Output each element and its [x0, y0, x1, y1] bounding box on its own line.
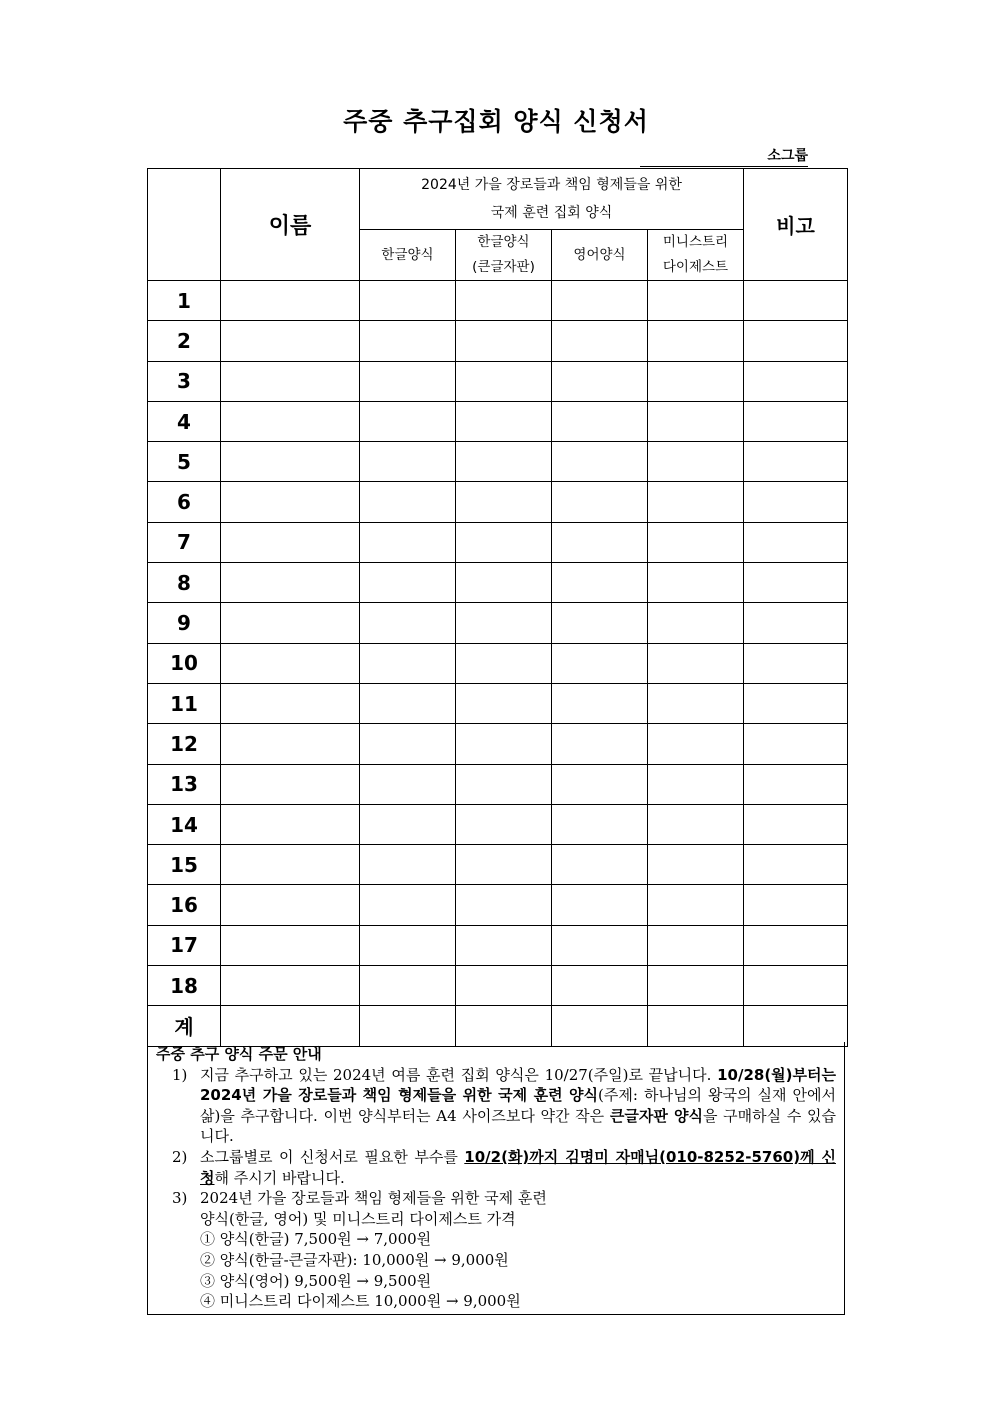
note-cell[interactable]: [744, 401, 848, 441]
row-number: 12: [148, 724, 221, 764]
note-cell[interactable]: [744, 643, 848, 683]
english-form-cell[interactable]: [552, 925, 648, 965]
row-number: 1: [148, 281, 221, 321]
table-row: [148, 563, 848, 603]
notice-item-1-emphasis-a: 10/28(월)부터는 2024년 가을 장로들과 책임 형제들을 위한 국제 훈련 양식: [200, 1065, 836, 1105]
sub-header-korean-line1: 한글양식: [381, 246, 434, 263]
price-item-1: ① 양식(한글) 7,500원 → 7,000원: [200, 1230, 432, 1249]
korean-form-cell[interactable]: [360, 401, 456, 441]
small-group-label: 소그룹: [640, 145, 808, 167]
ministry-digest-cell[interactable]: [648, 643, 744, 683]
name-cell[interactable]: [221, 966, 360, 1006]
korean-form-cell[interactable]: [360, 925, 456, 965]
english-form-cell[interactable]: [552, 482, 648, 522]
notice-item-1-emphasis-b: 큰글자판 양식: [609, 1106, 703, 1125]
sub-header-korean-large: [456, 230, 552, 281]
row-number: 4: [148, 401, 221, 441]
english-form-cell[interactable]: [552, 361, 648, 401]
korean-form-cell[interactable]: [360, 1006, 456, 1046]
note-cell[interactable]: [744, 281, 848, 321]
row-number: 17: [148, 925, 221, 965]
notice-item-1-text-a: 지금 추구하고 있는 2024년 여름 훈련 집회 양식은 10/27(주일)로 끝납니다.: [200, 1065, 718, 1084]
table-row: [148, 321, 848, 361]
korean-form-cell[interactable]: [360, 804, 456, 844]
table-row: [148, 804, 848, 844]
korean-large-form-cell[interactable]: [456, 845, 552, 885]
row-number: 5: [148, 442, 221, 482]
name-cell[interactable]: [221, 401, 360, 441]
ministry-digest-cell[interactable]: [648, 925, 744, 965]
note-cell[interactable]: [744, 522, 848, 562]
korean-large-form-cell[interactable]: [456, 281, 552, 321]
korean-form-cell[interactable]: [360, 845, 456, 885]
korean-large-form-cell[interactable]: [456, 764, 552, 804]
korean-large-form-cell[interactable]: [456, 603, 552, 643]
table-row: [148, 603, 848, 643]
row-number: 11: [148, 683, 221, 723]
korean-form-cell[interactable]: [360, 522, 456, 562]
note-cell[interactable]: [744, 885, 848, 925]
english-form-cell[interactable]: [552, 845, 648, 885]
korean-large-form-cell[interactable]: [456, 683, 552, 723]
korean-form-cell[interactable]: [360, 724, 456, 764]
korean-large-form-cell[interactable]: [456, 966, 552, 1006]
note-cell[interactable]: [744, 1006, 848, 1046]
row-number: 18: [148, 966, 221, 1006]
korean-form-cell[interactable]: [360, 885, 456, 925]
table-row: [148, 1006, 848, 1046]
ministry-digest-cell[interactable]: [648, 966, 744, 1006]
english-form-cell[interactable]: [552, 321, 648, 361]
korean-large-form-cell[interactable]: [456, 321, 552, 361]
korean-large-form-cell[interactable]: [456, 1006, 552, 1046]
name-cell[interactable]: [221, 643, 360, 683]
korean-large-form-cell[interactable]: [456, 401, 552, 441]
table-row: [148, 966, 848, 1006]
training-group-header-line1: 2024년 가을 장로들과 책임 형제들을 위한: [421, 177, 682, 193]
english-form-cell[interactable]: [552, 683, 648, 723]
note-header: 비고: [744, 169, 848, 281]
sub-header-english-line1: 영어양식: [573, 246, 626, 263]
table-row: [148, 442, 848, 482]
row-number: 10: [148, 643, 221, 683]
table-row: [148, 885, 848, 925]
korean-large-form-cell[interactable]: [456, 442, 552, 482]
training-group-header-line2: 국제 훈련 집회 양식: [490, 205, 613, 221]
notice-item-3-number: 3): [172, 1189, 188, 1208]
name-cell[interactable]: [221, 482, 360, 522]
table-row: [148, 845, 848, 885]
name-cell[interactable]: [221, 563, 360, 603]
notice-item-2-text-a: 소그룹별로 이 신청서로 필요한 부수를: [200, 1147, 465, 1166]
sub-header-ministry-digest-line2: 다이제스트: [662, 259, 729, 275]
english-form-cell[interactable]: [552, 643, 648, 683]
ministry-digest-cell[interactable]: [648, 522, 744, 562]
korean-large-form-cell[interactable]: [456, 361, 552, 401]
notice-item-2-text-b: 해 주시기 바랍니다.: [214, 1168, 345, 1187]
note-cell[interactable]: [744, 845, 848, 885]
training-group-header: [360, 169, 744, 230]
name-cell[interactable]: [221, 361, 360, 401]
notice-item-1-text-c: 을 구매하실 수 있습니다.: [200, 1106, 836, 1146]
row-number: 2: [148, 321, 221, 361]
table-row: [148, 764, 848, 804]
korean-large-form-cell[interactable]: [456, 804, 552, 844]
name-cell[interactable]: [221, 603, 360, 643]
name-cell[interactable]: [221, 1006, 360, 1046]
sub-header-korean: [360, 230, 456, 281]
ministry-digest-cell[interactable]: [648, 683, 744, 723]
korean-form-cell[interactable]: [360, 321, 456, 361]
notice-item-3-line2: 양식(한글, 영어) 및 미니스트리 다이제스트 가격: [200, 1209, 516, 1228]
korean-large-form-cell[interactable]: [456, 724, 552, 764]
english-form-cell[interactable]: [552, 804, 648, 844]
row-number: 9: [148, 603, 221, 643]
table-row: [148, 361, 848, 401]
notice-item-2-number: 2): [172, 1147, 188, 1166]
row-number: 13: [148, 764, 221, 804]
note-cell[interactable]: [744, 563, 848, 603]
sub-header-ministry-digest: [648, 230, 744, 281]
header-blank-cell: [148, 169, 221, 281]
note-cell[interactable]: [744, 804, 848, 844]
note-cell[interactable]: [744, 442, 848, 482]
notice-item-2: [156, 1147, 836, 1188]
korean-large-form-cell[interactable]: [456, 885, 552, 925]
table-row: [148, 522, 848, 562]
price-item-2: ② 양식(한글-큰글자판): 10,000원 → 9,000원: [200, 1250, 509, 1269]
korean-large-form-cell[interactable]: [456, 925, 552, 965]
row-number: 7: [148, 522, 221, 562]
order-notice: [147, 1042, 845, 1315]
note-cell[interactable]: [744, 482, 848, 522]
english-form-cell[interactable]: [552, 724, 648, 764]
english-form-cell[interactable]: [552, 401, 648, 441]
ministry-digest-cell[interactable]: [648, 401, 744, 441]
notice-item-3-line1: 2024년 가을 장로들과 책임 형제들을 위한 국제 훈련: [200, 1189, 547, 1208]
ministry-digest-cell[interactable]: [648, 482, 744, 522]
notice-item-1: [156, 1065, 836, 1147]
page-title: 주중 추구집회 양식 신청서: [343, 107, 649, 136]
korean-large-form-cell[interactable]: [456, 643, 552, 683]
sub-header-korean-large-line2: (큰글자판): [472, 259, 535, 275]
korean-form-cell[interactable]: [360, 683, 456, 723]
note-cell[interactable]: [744, 925, 848, 965]
row-number: 6: [148, 482, 221, 522]
name-cell[interactable]: [221, 442, 360, 482]
korean-form-cell[interactable]: [360, 603, 456, 643]
name-cell[interactable]: [221, 764, 360, 804]
notice-item-3: [156, 1188, 836, 1229]
table-row: [148, 401, 848, 441]
table-row: [148, 724, 848, 764]
korean-form-cell[interactable]: [360, 442, 456, 482]
ministry-digest-cell[interactable]: [648, 442, 744, 482]
row-number: 8: [148, 563, 221, 603]
table-row: [148, 683, 848, 723]
note-cell[interactable]: [744, 361, 848, 401]
korean-large-form-cell[interactable]: [456, 482, 552, 522]
note-cell[interactable]: [744, 683, 848, 723]
english-form-cell[interactable]: [552, 764, 648, 804]
ministry-digest-cell[interactable]: [648, 1006, 744, 1046]
korean-form-cell[interactable]: [360, 482, 456, 522]
table-row: [148, 643, 848, 683]
english-form-cell[interactable]: [552, 522, 648, 562]
korean-form-cell[interactable]: [360, 764, 456, 804]
sub-header-english: [552, 230, 648, 281]
english-form-cell[interactable]: [552, 885, 648, 925]
ministry-digest-cell[interactable]: [648, 281, 744, 321]
korean-form-cell[interactable]: [360, 563, 456, 603]
row-number: 3: [148, 361, 221, 401]
row-number: 계: [148, 1006, 221, 1046]
row-number: 14: [148, 804, 221, 844]
note-cell[interactable]: [744, 321, 848, 361]
order-table: [147, 168, 848, 1047]
name-cell[interactable]: [221, 845, 360, 885]
note-cell[interactable]: [744, 603, 848, 643]
name-cell[interactable]: [221, 683, 360, 723]
table-row: [148, 482, 848, 522]
english-form-cell[interactable]: [552, 442, 648, 482]
korean-large-form-cell[interactable]: [456, 563, 552, 603]
sub-header-ministry-digest-line1: 미니스트리: [662, 234, 729, 250]
price-item-4: ④ 미니스트리 다이제스트 10,000원 → 9,000원: [200, 1292, 521, 1311]
name-cell[interactable]: [221, 321, 360, 361]
ministry-digest-cell[interactable]: [648, 563, 744, 603]
ministry-digest-cell[interactable]: [648, 603, 744, 643]
ministry-digest-cell[interactable]: [648, 361, 744, 401]
name-cell[interactable]: [221, 281, 360, 321]
row-number: 15: [148, 845, 221, 885]
table-row: [148, 925, 848, 965]
ministry-digest-cell[interactable]: [648, 804, 744, 844]
notice-item-1-number: 1): [172, 1065, 188, 1084]
english-form-cell[interactable]: [552, 966, 648, 1006]
notice-title: 주중 추구 양식 주문 안내: [156, 1045, 322, 1063]
notice-item-2-emphasis: 10/2(화)까지 김명미 자매님(010-8252-5760)께 신청: [200, 1147, 836, 1187]
korean-large-form-cell[interactable]: [456, 522, 552, 562]
note-cell[interactable]: [744, 764, 848, 804]
english-form-cell[interactable]: [552, 281, 648, 321]
price-item-3: ③ 양식(영어) 9,500원 → 9,500원: [200, 1271, 432, 1290]
sub-header-korean-large-line1: 한글양식: [477, 234, 530, 250]
note-cell[interactable]: [744, 966, 848, 1006]
table-row: [148, 281, 848, 321]
name-cell[interactable]: [221, 804, 360, 844]
name-cell[interactable]: [221, 925, 360, 965]
english-form-cell[interactable]: [552, 1006, 648, 1046]
note-cell[interactable]: [744, 724, 848, 764]
ministry-digest-cell[interactable]: [648, 764, 744, 804]
ministry-digest-cell[interactable]: [648, 885, 744, 925]
row-number: 16: [148, 885, 221, 925]
name-header: 이름: [221, 169, 360, 281]
name-cell[interactable]: [221, 885, 360, 925]
english-form-cell[interactable]: [552, 603, 648, 643]
name-cell[interactable]: [221, 522, 360, 562]
notice-item-1-text-b: (주제: 하나님의 왕국의 실재 안에서 삶)을 추구합니다. 이번 양식부터는 A4 사이즈보다 약간 작은: [200, 1086, 836, 1125]
korean-form-cell[interactable]: [360, 361, 456, 401]
korean-form-cell[interactable]: [360, 281, 456, 321]
name-cell[interactable]: [221, 724, 360, 764]
ministry-digest-cell[interactable]: [648, 321, 744, 361]
english-form-cell[interactable]: [552, 563, 648, 603]
korean-form-cell[interactable]: [360, 966, 456, 1006]
ministry-digest-cell[interactable]: [648, 845, 744, 885]
ministry-digest-cell[interactable]: [648, 724, 744, 764]
korean-form-cell[interactable]: [360, 643, 456, 683]
